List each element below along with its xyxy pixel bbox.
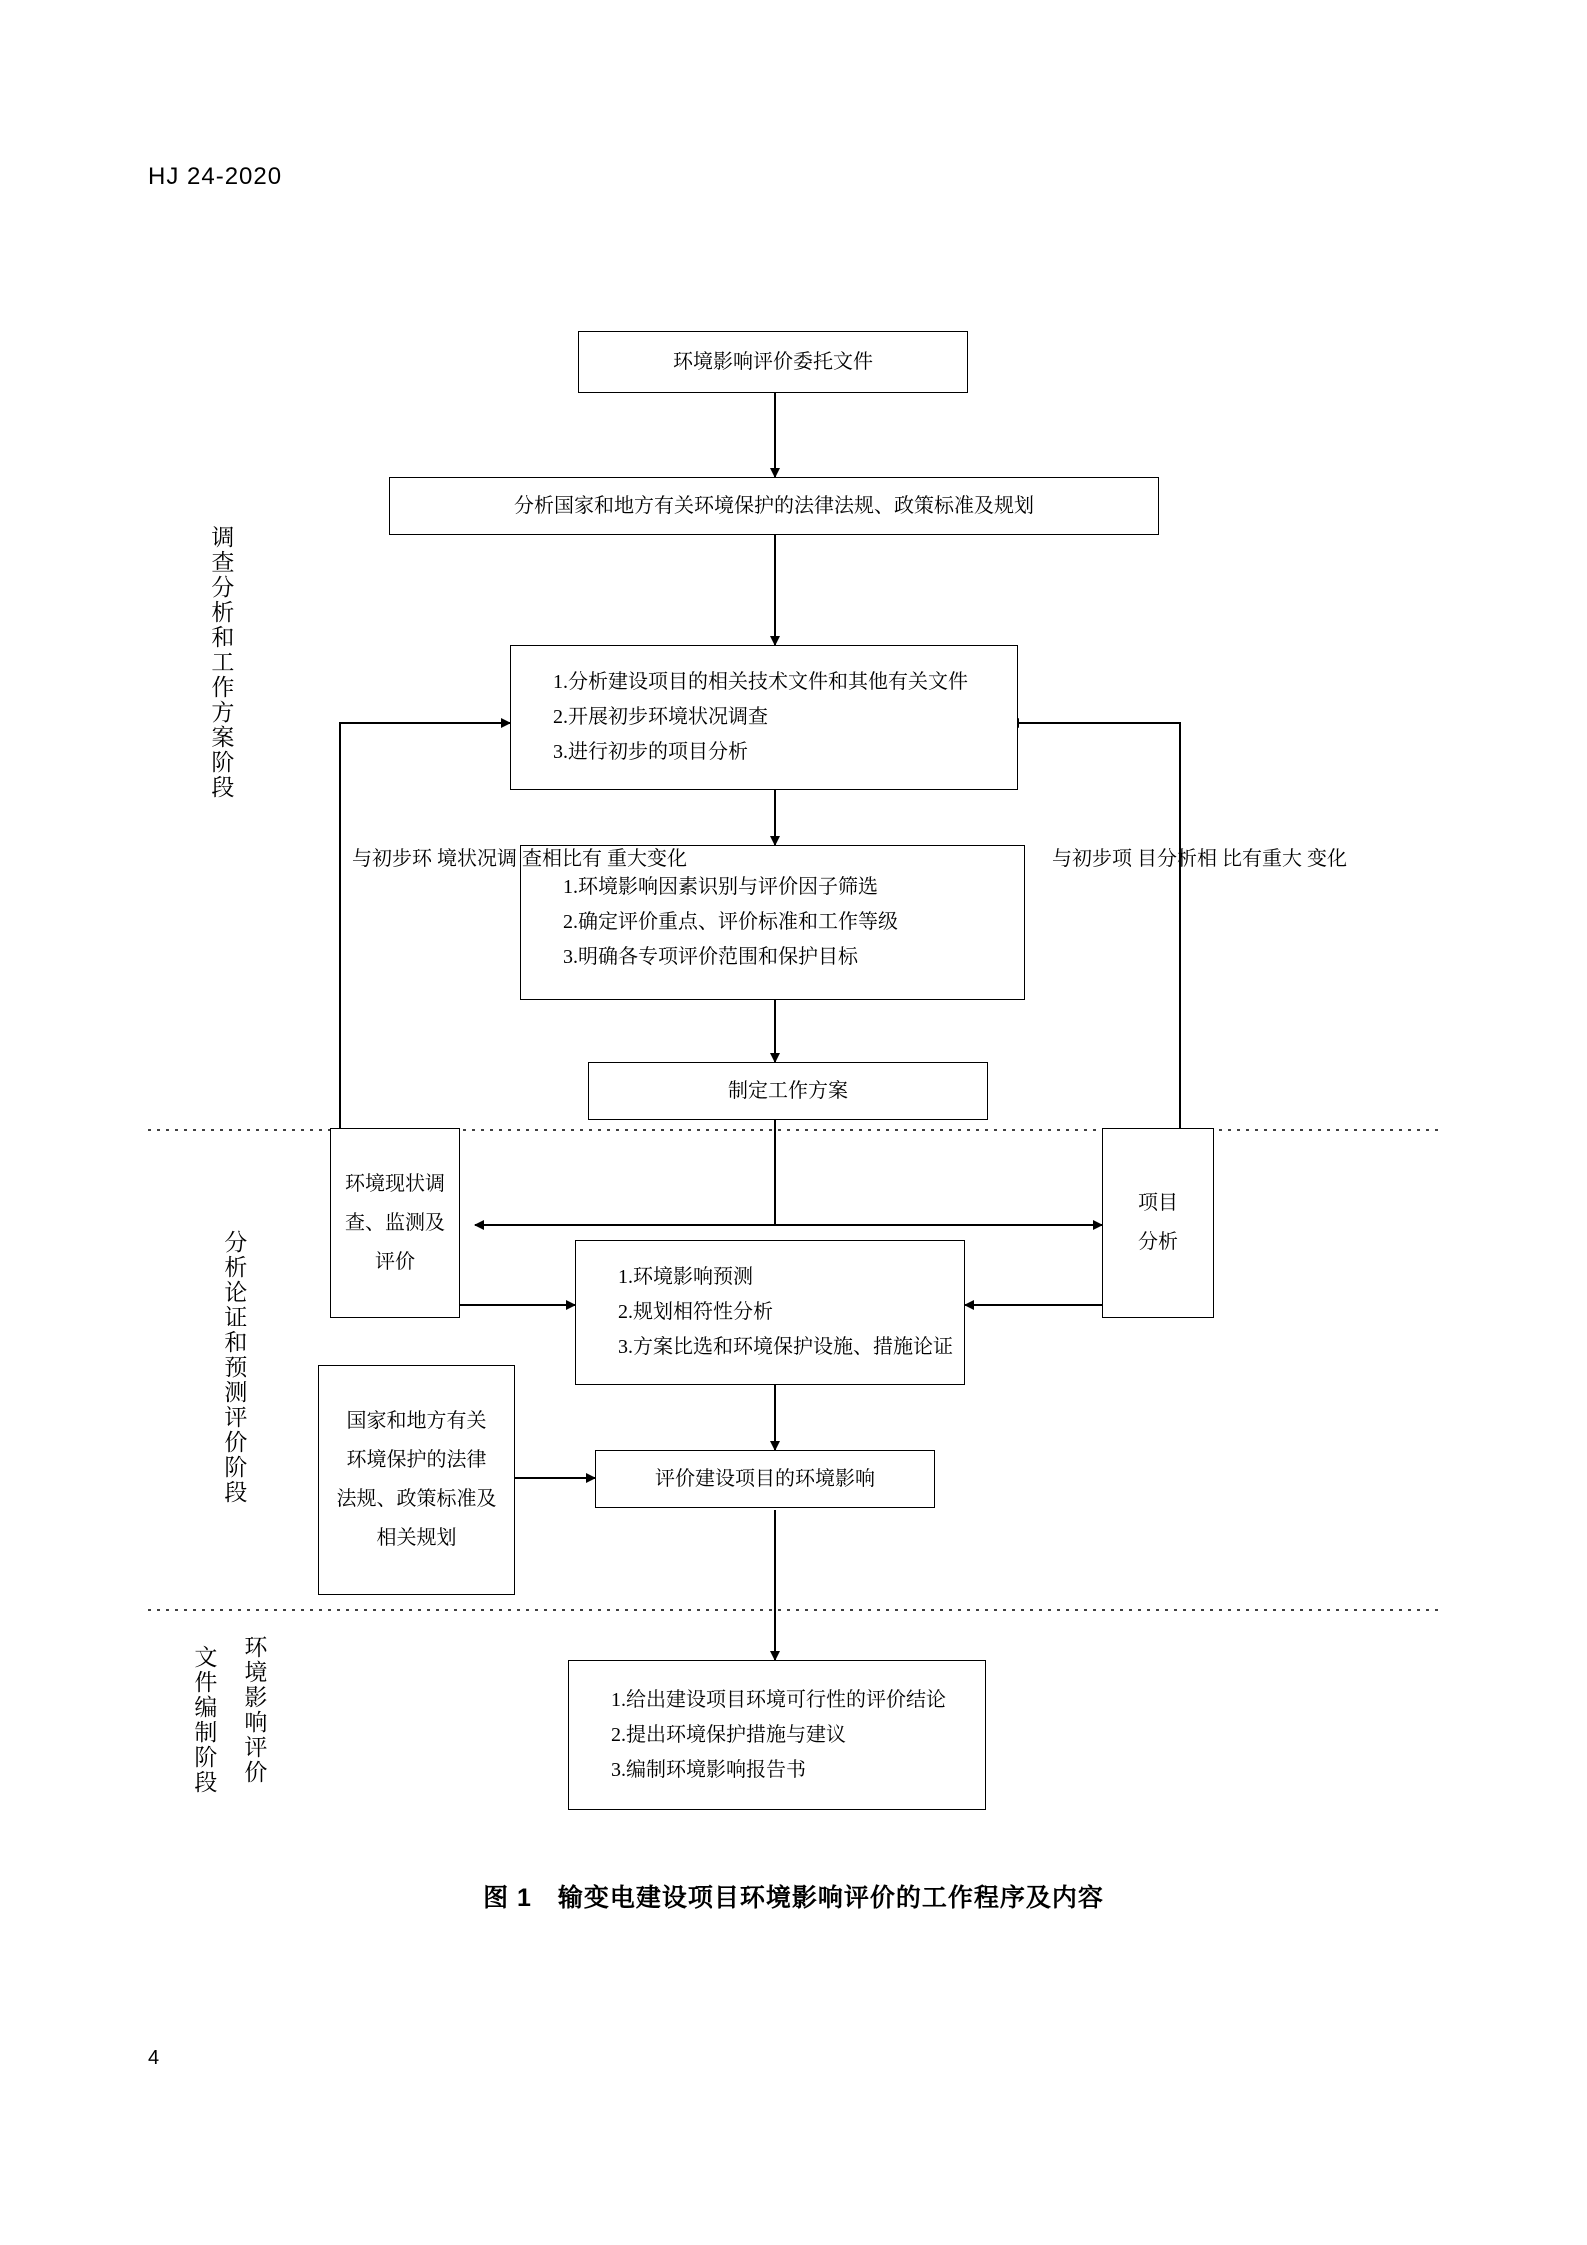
node-workplan: 制定工作方案	[588, 1062, 988, 1120]
node-laws: 分析国家和地方有关环境保护的法律法规、政策标准及规划	[389, 477, 1159, 535]
stage-label-2: 分析论证和预测评价阶段	[221, 1230, 247, 1505]
stage-label-1: 调查分析和工作方案阶段	[208, 525, 234, 800]
node-analysis: 1.分析建设项目的相关技术文件和其他有关文件 2.开展初步环境状况调查 3.进行初步的项目分析	[510, 645, 1018, 790]
node-legal-basis: 国家和地方有关 环境保护的法律 法规、政策标准及 相关规划	[318, 1365, 515, 1595]
stage-label-3-eia: 环境影响评价	[241, 1635, 267, 1785]
node-factors: 1.环境影响因素识别与评价因子筛选 2.确定评价重点、评价标准和工作等级 3.明确各专项评价范围和保护目标	[520, 845, 1025, 1000]
stage-label-3-doc: 文件编制阶段	[191, 1645, 217, 1795]
node-commission: 环境影响评价委托文件	[578, 331, 968, 393]
node-evaluate: 评价建设项目的环境影响	[595, 1450, 935, 1508]
edge-label-left-feedback: 与初步环 境状况调 查相比有 重大变化	[352, 848, 687, 870]
figure-caption: 图 1 输变电建设项目环境影响评价的工作程序及内容	[483, 1884, 1104, 1912]
node-project-analysis: 项目 分析	[1102, 1128, 1214, 1318]
page-number: 4	[148, 2047, 160, 2069]
node-survey: 环境现状调 查、监测及 评价	[330, 1128, 460, 1318]
node-conclusion: 1.给出建设项目环境可行性的评价结论 2.提出环境保护措施与建议 3.编制环境影响报告书	[568, 1660, 986, 1810]
document-header: HJ 24-2020	[148, 163, 283, 190]
node-predict: 1.环境影响预测 2.规划相符性分析 3.方案比选和环境保护设施、措施论证	[575, 1240, 965, 1385]
edge-label-right-feedback: 与初步项 目分析相 比有重大 变化	[1052, 848, 1347, 870]
